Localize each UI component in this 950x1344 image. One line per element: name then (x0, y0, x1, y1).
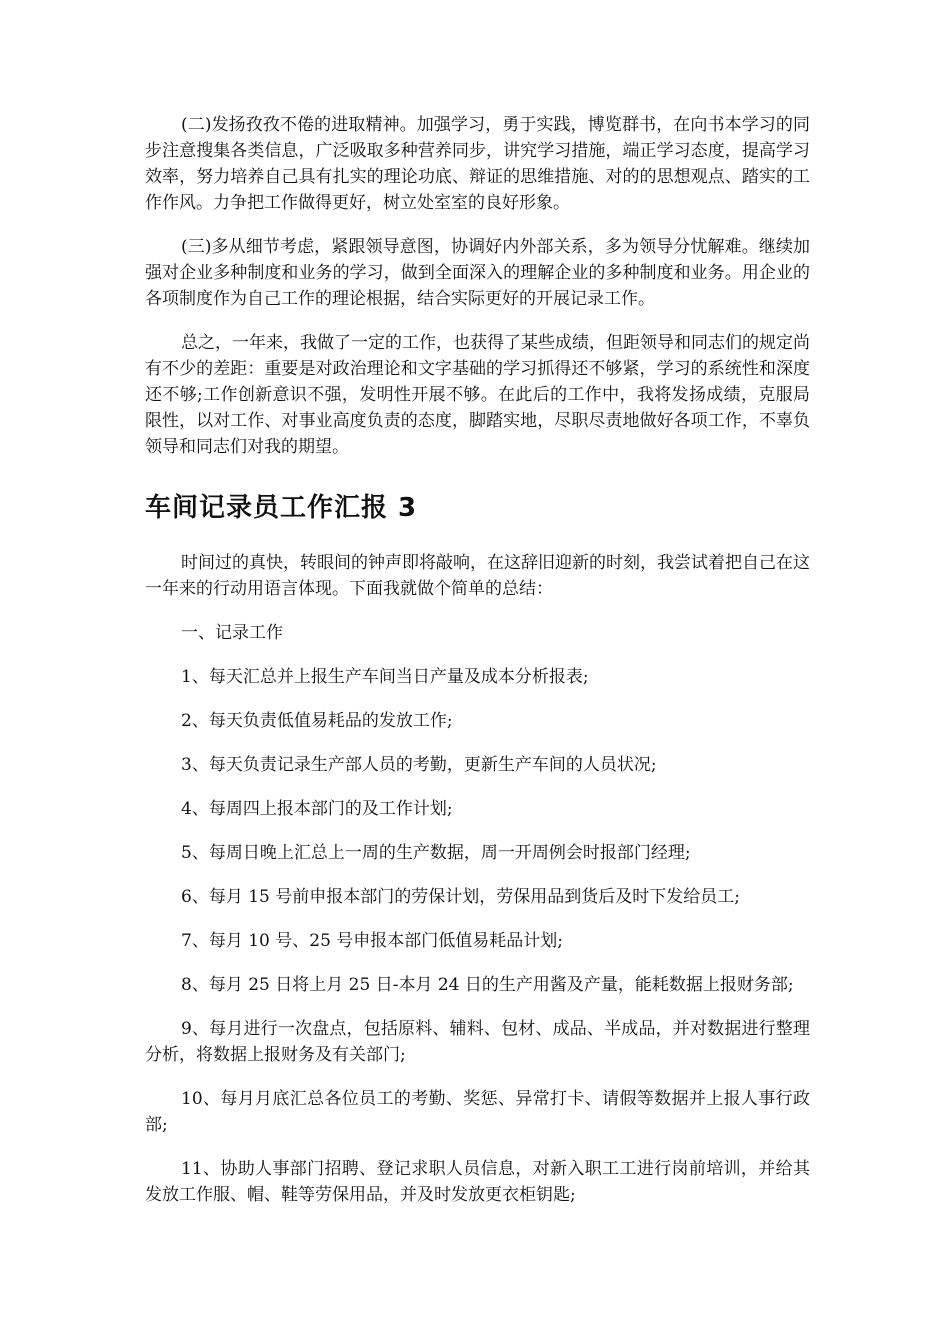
list-item: 5、每周日晚上汇总上一周的生产数据，周一开周例会时报部门经理; (181, 843, 691, 863)
intro-paragraph: 时间过的真快，转眼间的钟声即将敲响，在这辞旧迎新的时刻，我尝试着把自己在这一年来的行动用语言体现。下面我就做个简单的总结： (145, 553, 810, 599)
list-item: 9、每月进行一次盘点，包括原料、辅料、包材、成品、半成品，并对数据进行整理分析，将数据上报财务及有关部门; (145, 1019, 810, 1065)
paragraph-section-2: (二)发扬孜孜不倦的进取精神。加强学习，勇于实践，博览群书，在向书本学习的同步注意搜集各类信息，广泛吸取多种营养同步，讲究学习措施，端正学习态度，提高学习效率，努力培养自己具有扎实的理论功底、辩证的思维措施、对的的思想观点、踏实的工作作风。力争把工作做得更好，树立处室室的良好形象。 (145, 115, 810, 213)
paragraph-summary: 总之，一年来，我做了一定的工作，也获得了某些成绩，但距领导和同志们的规定尚有不少的差距：重要是对政治理论和文字基础的学习抓得还不够紧，学习的系统性和深度还不够;工作创新意识不强，发明性开展不够。在此后的工作中，我将发扬成绩，克服局限性，以对工作、对事业高度负责的态度，脚踏实地，尽职尽责地做好各项工作，不辜负领导和同志们对我的期望。 (145, 333, 810, 457)
list-item: 3、每天负责记录生产部人员的考勤，更新生产车间的人员状况; (181, 755, 657, 775)
subheading-record-work: 一、记录工作 (181, 623, 283, 643)
list-item: 10、每月月底汇总各位员工的考勤、奖惩、异常打卡、请假等数据并上报人事行政部; (145, 1089, 810, 1135)
list-item: 11、协助人事部门招聘、登记求职人员信息，对新入职工工进行岗前培训，并给其发放工作服、帽、鞋等劳保用品，并及时发放更衣柜钥匙; (145, 1159, 810, 1205)
list-item: 8、每月 25 日将上月 25 日-本月 24 日的生产用酱及产量，能耗数据上报财务部; (181, 975, 794, 995)
list-item: 7、每月 10 号、25 号申报本部门低值易耗品计划; (181, 931, 564, 951)
list-item: 4、每周四上报本部门的及工作计划; (181, 799, 453, 819)
section-title: 车间记录员工作汇报 3 (145, 493, 418, 523)
list-item: 2、每天负责低值易耗品的发放工作; (181, 711, 453, 731)
list-item: 6、每月 15 号前申报本部门的劳保计划，劳保用品到货后及时下发给员工; (181, 887, 740, 907)
list-item: 1、每天汇总并上报生产车间当日产量及成本分析报表; (181, 667, 589, 687)
document-page (145, 112, 810, 1208)
paragraph-section-3-detail: (三)多从细节考虑，紧跟领导意图，协调好内外部关系，多为领导分忧解难。继续加强对企业多种制度和业务的学习，做到全面深入的理解企业的多种制度和业务。用企业的各项制度作为自己工作的理论根据，结合实际更好的开展记录工作。 (145, 237, 810, 309)
